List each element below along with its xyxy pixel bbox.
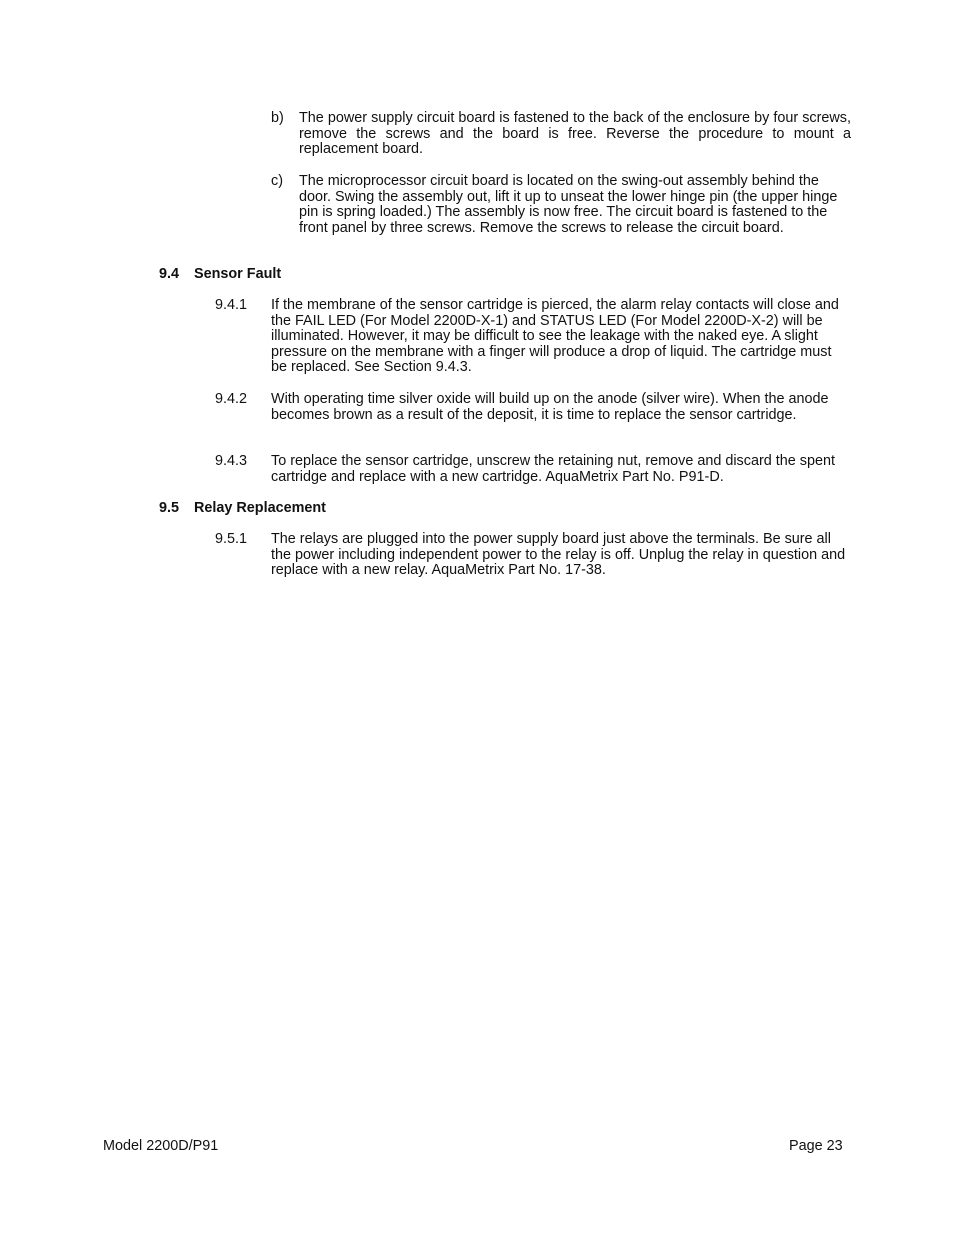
list-item-b <box>271 111 851 158</box>
numbered-item-9-4-2 <box>215 392 855 423</box>
section-heading-relay-replacement <box>159 501 326 517</box>
item-number: 9.4.2 <box>215 391 248 407</box>
footer-model: Model 2200D/P91 <box>103 1138 219 1154</box>
list-marker: b) <box>271 110 284 126</box>
section-number: 9.5 <box>159 500 180 516</box>
item-text: To replace the sensor cartridge, unscrew the retaining nut, remove and discard the spent cartridge and replace with a new cartridge. AquaMetrix Part No. P91-D. <box>271 453 835 485</box>
item-text: With operating time silver oxide will build up on the anode (silver wire). When the anode becomes brown as a result of the deposit, it is time to replace the sensor cartridge. <box>271 391 829 423</box>
item-text: The relays are plugged into the power supply board just above the terminals. Be sure all the power including independent power to the relay is off. Unplug the relay in question and replace with a new relay. AquaMetrix Part No. 17-38. <box>271 531 846 579</box>
section-number: 9.4 <box>159 266 180 282</box>
list-item-text: The power supply circuit board is fastened to the back of the enclosure by four screws, remove the screws and the board is free. Reverse the procedure to mount a replacement board. <box>299 110 851 158</box>
numbered-item-9-5-1 <box>215 532 855 579</box>
section-title: Relay Replacement <box>194 500 326 516</box>
item-number: 9.4.3 <box>215 453 248 469</box>
list-item-c <box>271 174 851 236</box>
section-title: Sensor Fault <box>194 266 282 282</box>
list-item-text: The microprocessor circuit board is located on the swing-out assembly behind the door. Swing the assembly out, lift it up to unseat the lower hinge pin (the upper hinge pin is spring loaded.) The assembly is now free. The circuit board is fastened to the front panel by three screws. Remove the screws to release the circuit board. <box>299 173 838 236</box>
section-heading-sensor-fault <box>159 267 281 283</box>
list-marker: c) <box>271 173 283 189</box>
numbered-item-9-4-3 <box>215 454 855 485</box>
numbered-item-9-4-1 <box>215 298 855 376</box>
footer-page-number: Page 23 <box>789 1138 843 1154</box>
item-number: 9.5.1 <box>215 531 248 547</box>
item-text: If the membrane of the sensor cartridge is pierced, the alarm relay contacts will close and the FAIL LED (For Model 2200D-X-1) and STATUS LED (For Model 2200D-X-2) will be illuminated. However, it may be difficult to see the leakage with the naked eye. A slight pressure on the membrane with a finger will produce a drop of liquid. The cartridge must be replaced. See Section 9.4.3. <box>271 297 839 376</box>
item-number: 9.4.1 <box>215 297 248 313</box>
